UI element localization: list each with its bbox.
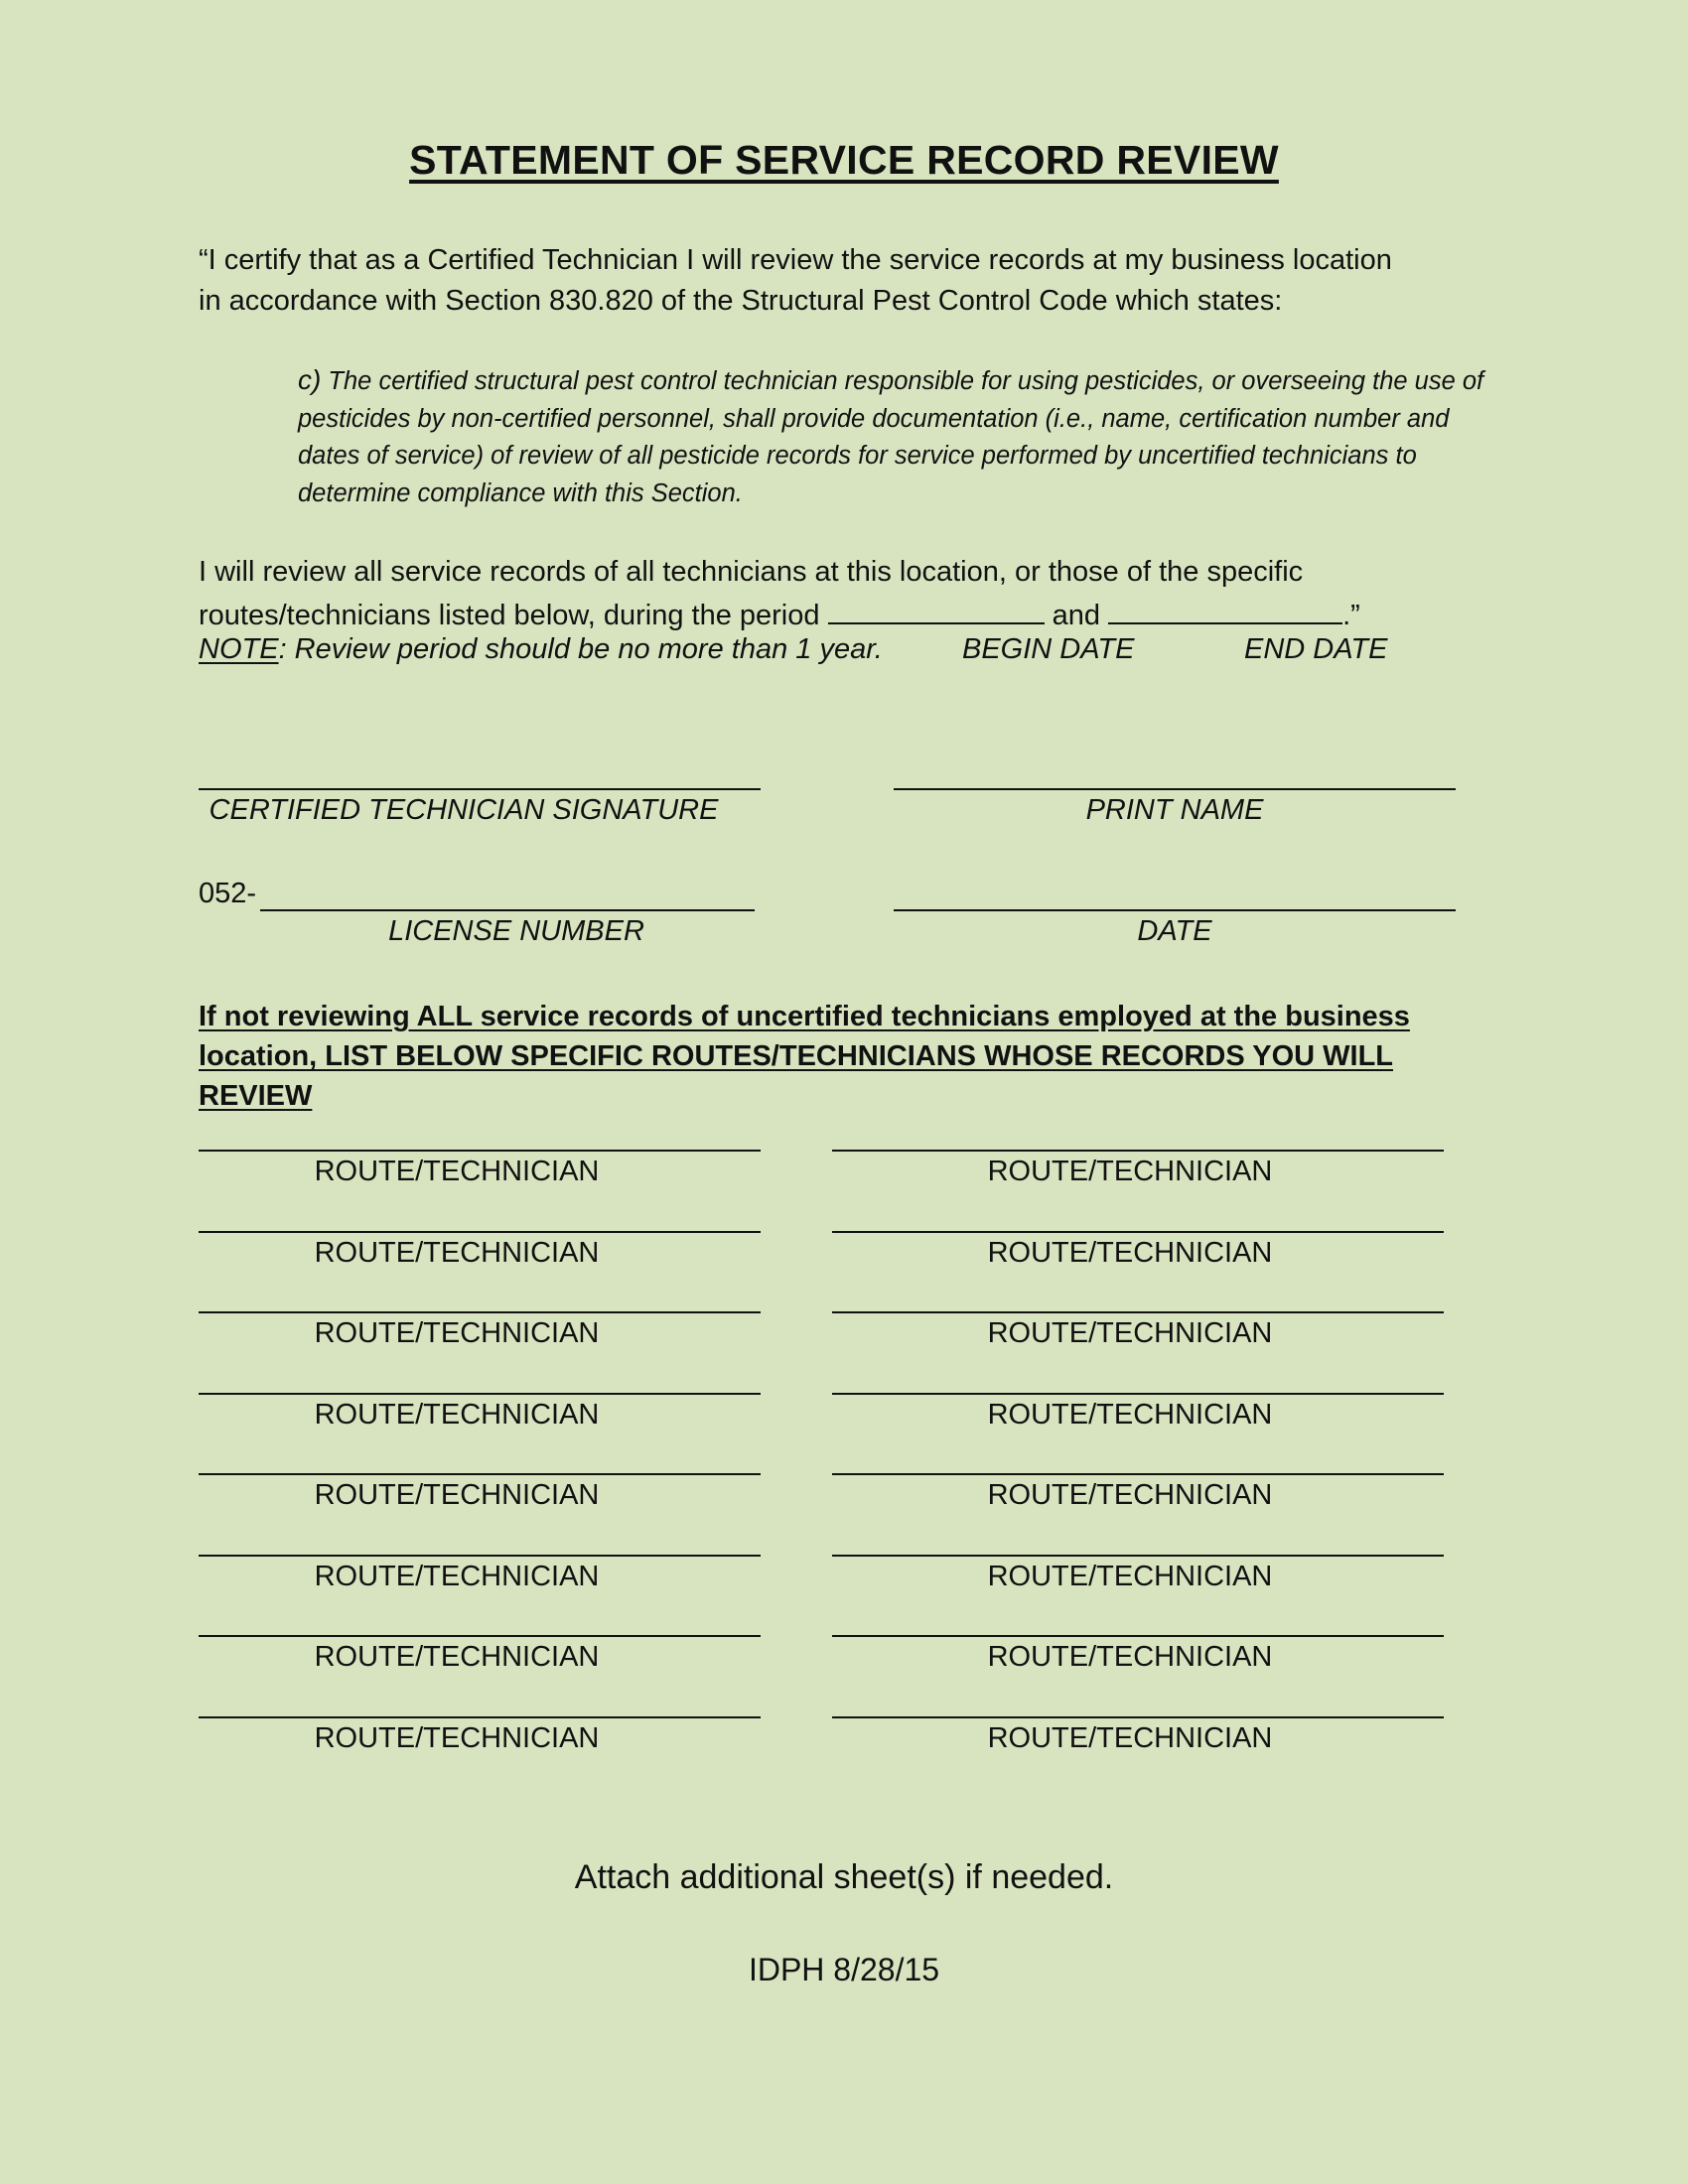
route-technician-line[interactable] [832, 1716, 1444, 1718]
end-date-field[interactable] [1108, 593, 1342, 624]
license-number-line[interactable] [260, 909, 755, 911]
signature-line[interactable] [199, 788, 761, 790]
route-technician-line[interactable] [832, 1393, 1444, 1395]
route-technician-line[interactable] [199, 1393, 761, 1395]
begin-date-label: BEGIN DATE [962, 633, 1135, 665]
route-technician-line[interactable] [199, 1311, 761, 1313]
route-technician-caption: ROUTE/TECHNICIAN [987, 1722, 1273, 1754]
route-technician-caption: ROUTE/TECHNICIAN [987, 1561, 1273, 1592]
review-period-note [199, 633, 883, 666]
instructions-line-2: location, LIST BELOW SPECIFIC ROUTES/TECHNICIANS WHOSE RECORDS YOU WILL REVIEW [199, 1040, 1394, 1112]
route-technician-caption: ROUTE/TECHNICIAN [987, 1237, 1273, 1269]
route-technician-caption: ROUTE/TECHNICIAN [987, 1156, 1273, 1187]
print-name-caption: PRINT NAME [1085, 794, 1264, 826]
license-number-caption: LICENSE NUMBER [388, 915, 644, 947]
route-technician-line[interactable] [832, 1555, 1444, 1557]
route-technician-caption: ROUTE/TECHNICIAN [314, 1561, 600, 1592]
route-technician-caption: ROUTE/TECHNICIAN [314, 1399, 600, 1431]
period-line-2 [199, 593, 1489, 636]
intro-paragraph [199, 240, 1489, 322]
route-technician-line[interactable] [832, 1311, 1444, 1313]
route-technician-line[interactable] [199, 1555, 761, 1557]
route-instructions [199, 997, 1489, 1116]
route-technician-caption: ROUTE/TECHNICIAN [987, 1479, 1273, 1511]
date-line[interactable] [894, 909, 1456, 911]
and-label: and [1052, 600, 1101, 631]
period-line-1: I will review all service records of all technicians at this location, or those of the specific [199, 556, 1304, 588]
end-date-label: END DATE [1244, 633, 1388, 665]
route-technician-line[interactable] [832, 1231, 1444, 1233]
route-technician-caption: ROUTE/TECHNICIAN [987, 1317, 1273, 1349]
route-technician-caption: ROUTE/TECHNICIAN [987, 1399, 1273, 1431]
print-name-line[interactable] [894, 788, 1456, 790]
page-title: STATEMENT OF SERVICE RECORD REVIEW [409, 137, 1279, 183]
route-technician-line[interactable] [199, 1716, 761, 1718]
note-text: : Review period should be no more than 1 year. [278, 633, 883, 665]
form-revision: IDPH 8/28/15 [748, 1952, 940, 1987]
instructions-line-1: If not reviewing ALL service records of uncertified technicians employed at the business [199, 1001, 1410, 1032]
route-technician-caption: ROUTE/TECHNICIAN [987, 1641, 1273, 1673]
route-technician-caption: ROUTE/TECHNICIAN [314, 1641, 600, 1673]
route-technician-line[interactable] [199, 1473, 761, 1475]
route-technician-line[interactable] [199, 1635, 761, 1637]
closing-quote: .” [1342, 600, 1360, 631]
license-prefix: 052- [199, 878, 257, 909]
intro-line-2: in accordance with Section 830.820 of the Structural Pest Control Code which states: [199, 285, 1283, 317]
begin-date-field[interactable] [828, 593, 1045, 624]
route-technician-caption: ROUTE/TECHNICIAN [314, 1156, 600, 1187]
route-technician-caption: ROUTE/TECHNICIAN [314, 1317, 600, 1349]
route-technician-line[interactable] [832, 1150, 1444, 1152]
signature-caption: CERTIFIED TECHNICIAN SIGNATURE [209, 794, 719, 826]
code-quote [298, 361, 1489, 512]
route-technician-line[interactable] [199, 1150, 761, 1152]
quote-text: The certified structural pest control technician responsible for using pesticides, or overseeing the use of pesticides by non-certified personnel, shall provide documentation (i.e., name, certification number and dates of service) of review of all pesticide records for service performed by uncertified technicians to determine compliance with this Section. [298, 367, 1484, 507]
note-label: NOTE [199, 633, 279, 665]
intro-line-1: “I certify that as a Certified Technician I will review the service records at my business location [199, 244, 1392, 276]
route-technician-caption: ROUTE/TECHNICIAN [314, 1479, 600, 1511]
period-line-2-text: routes/technicians listed below, during the period [199, 600, 820, 631]
route-technician-line[interactable] [832, 1473, 1444, 1475]
route-technician-line[interactable] [199, 1231, 761, 1233]
period-paragraph [199, 552, 1489, 636]
route-technician-caption: ROUTE/TECHNICIAN [314, 1237, 600, 1269]
route-technician-caption: ROUTE/TECHNICIAN [314, 1722, 600, 1754]
route-technician-line[interactable] [832, 1635, 1444, 1637]
quote-marker: c) [298, 364, 322, 395]
date-caption: DATE [1137, 915, 1212, 947]
attach-note: Attach additional sheet(s) if needed. [574, 1858, 1114, 1896]
